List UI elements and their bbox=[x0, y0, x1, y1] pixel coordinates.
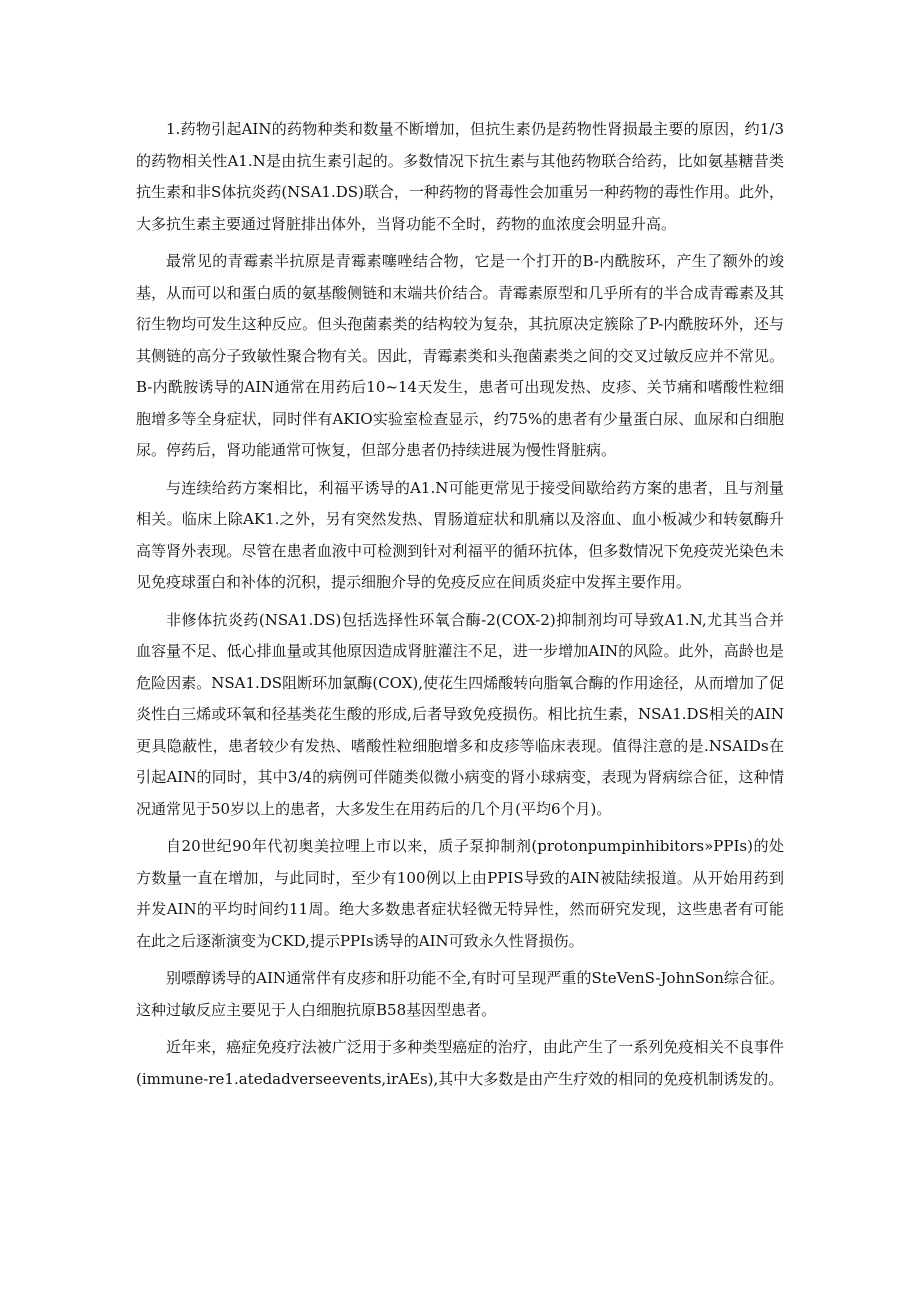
paragraph-drug-induced-ain: 1.药物引起AIN的药物种类和数量不断增加，但抗生素仍是药物性肾损最主要的原因，约1/3的药物相关性A1.N是由抗生素引起的。多数情况下抗生素与其他药物联合给药，比如氨基糖昔类抗生素和非S体抗炎药(NSA1.DS)联合，一种药物的肾毒性会加重另一种药物的毒性作用。此外，大多抗生素主要通过肾脏排出体外，当肾功能不全时，药物的血浓度会明显升高。 bbox=[136, 120, 784, 233]
paragraph-nsaids: 非修体抗炎药(NSA1.DS)包括选择性环氧合酶-2(COX-2)抑制剂均可导致A1.N,尤其当合并血容量不足、低心排血量或其他原因造成肾脏灌注不足，进一步增加AIN的风险。此外，高龄也是危险因素。NSA1.DS阻断环加氯酶(COX),使花生四烯酸转向脂氧合酶的作用途径，从而增加了促炎性白三烯或环氧和径基类花生酸的形成,后者导致免疫损伤。相比抗生素，NSA1.DS相关的AIN更具隐蔽性，患者较少有发热、嗜酸性粒细胞增多和皮疹等临床表现。值得注意的是.NSAIDs在引起AIN的同时，其中3/4的病例可伴随类似微小病变的肾小球病变，表现为肾病综合征，这种情况通常见于50岁以上的患者，大多发生在用药后的几个月(平均6个月)。 bbox=[136, 610, 784, 818]
paragraph-penicillin-hapten: 最常见的青霉素半抗原是青霉素噻唑结合物，它是一个打开的B-内酰胺环，产生了额外的竣基，从而可以和蛋白质的氨基酸侧链和末端共价结合。青霉素原型和几乎所有的半合成青霉素及其衍生物均可发生这种反应。但头孢菌素类的结构较为复杂，其抗原决定簇除了P-内酰胺环外，还与其侧链的高分子致敏性聚合物有关。因此，青霉素类和头孢菌素类之间的交叉过敏反应并不常见。B-内酰胺诱导的AIN通常在用药后10~14天发生，患者可出现发热、皮疹、关节痛和嗜酸性粒细胞增多等全身症状，同时伴有AKIO实验室检查显示，约75%的患者有少量蛋白尿、血尿和白细胞尿。停药后，肾功能通常可恢复，但部分患者仍持续进展为慢性肾脏病。 bbox=[136, 252, 784, 459]
paragraph-immunotherapy: 近年来，癌症免疫疗法被广泛用于多种类型癌症的治疗，由此产生了一系列免疫相关不良事件(immune-re1.atedadverseevents,irAEs),其中大多数是由产生疗效的相同的免疫机制诱发的。 bbox=[136, 1038, 784, 1088]
document-body bbox=[136, 114, 784, 1101]
paragraph-ppis: 自20世纪90年代初奥美拉哩上市以来，质子泵抑制剂(protonpumpinhibitors»PPIs)的处方数量一直在增加，与此同时，至少有100例以上由PPIS导致的AIN被陆续报道。从开始用药到并发AIN的平均时间约11周。绝大多数患者症状轻微无特异性，然而研究发现，这些患者有可能在此之后逐渐演变为CKD,提示PPIs诱导的AIN可致永久性肾损伤。 bbox=[136, 837, 784, 950]
paragraph-rifampicin: 与连续给药方案相比，利福平诱导的A1.N可能更常见于接受间歇给药方案的患者，且与剂量相关。临床上除AK1.之外，另有突然发热、胃肠道症状和肌痛以及溶血、血小板减少和转氨酶升高等肾外表现。尽管在患者血液中可检测到针对利福平的循环抗体，但多数情况下免疫荧光染色未见免疫球蛋白和补体的沉积，提示细胞介导的免疫反应在间质炎症中发挥主要作用。 bbox=[136, 478, 784, 591]
paragraph-allopurinol: 别嘌醇诱导的AIN通常伴有皮疹和肝功能不全,有时可呈现严重的SteVenS-JohnSon综合征。这种过敏反应主要见于人白细胞抗原B58基因型患者。 bbox=[136, 969, 784, 1019]
